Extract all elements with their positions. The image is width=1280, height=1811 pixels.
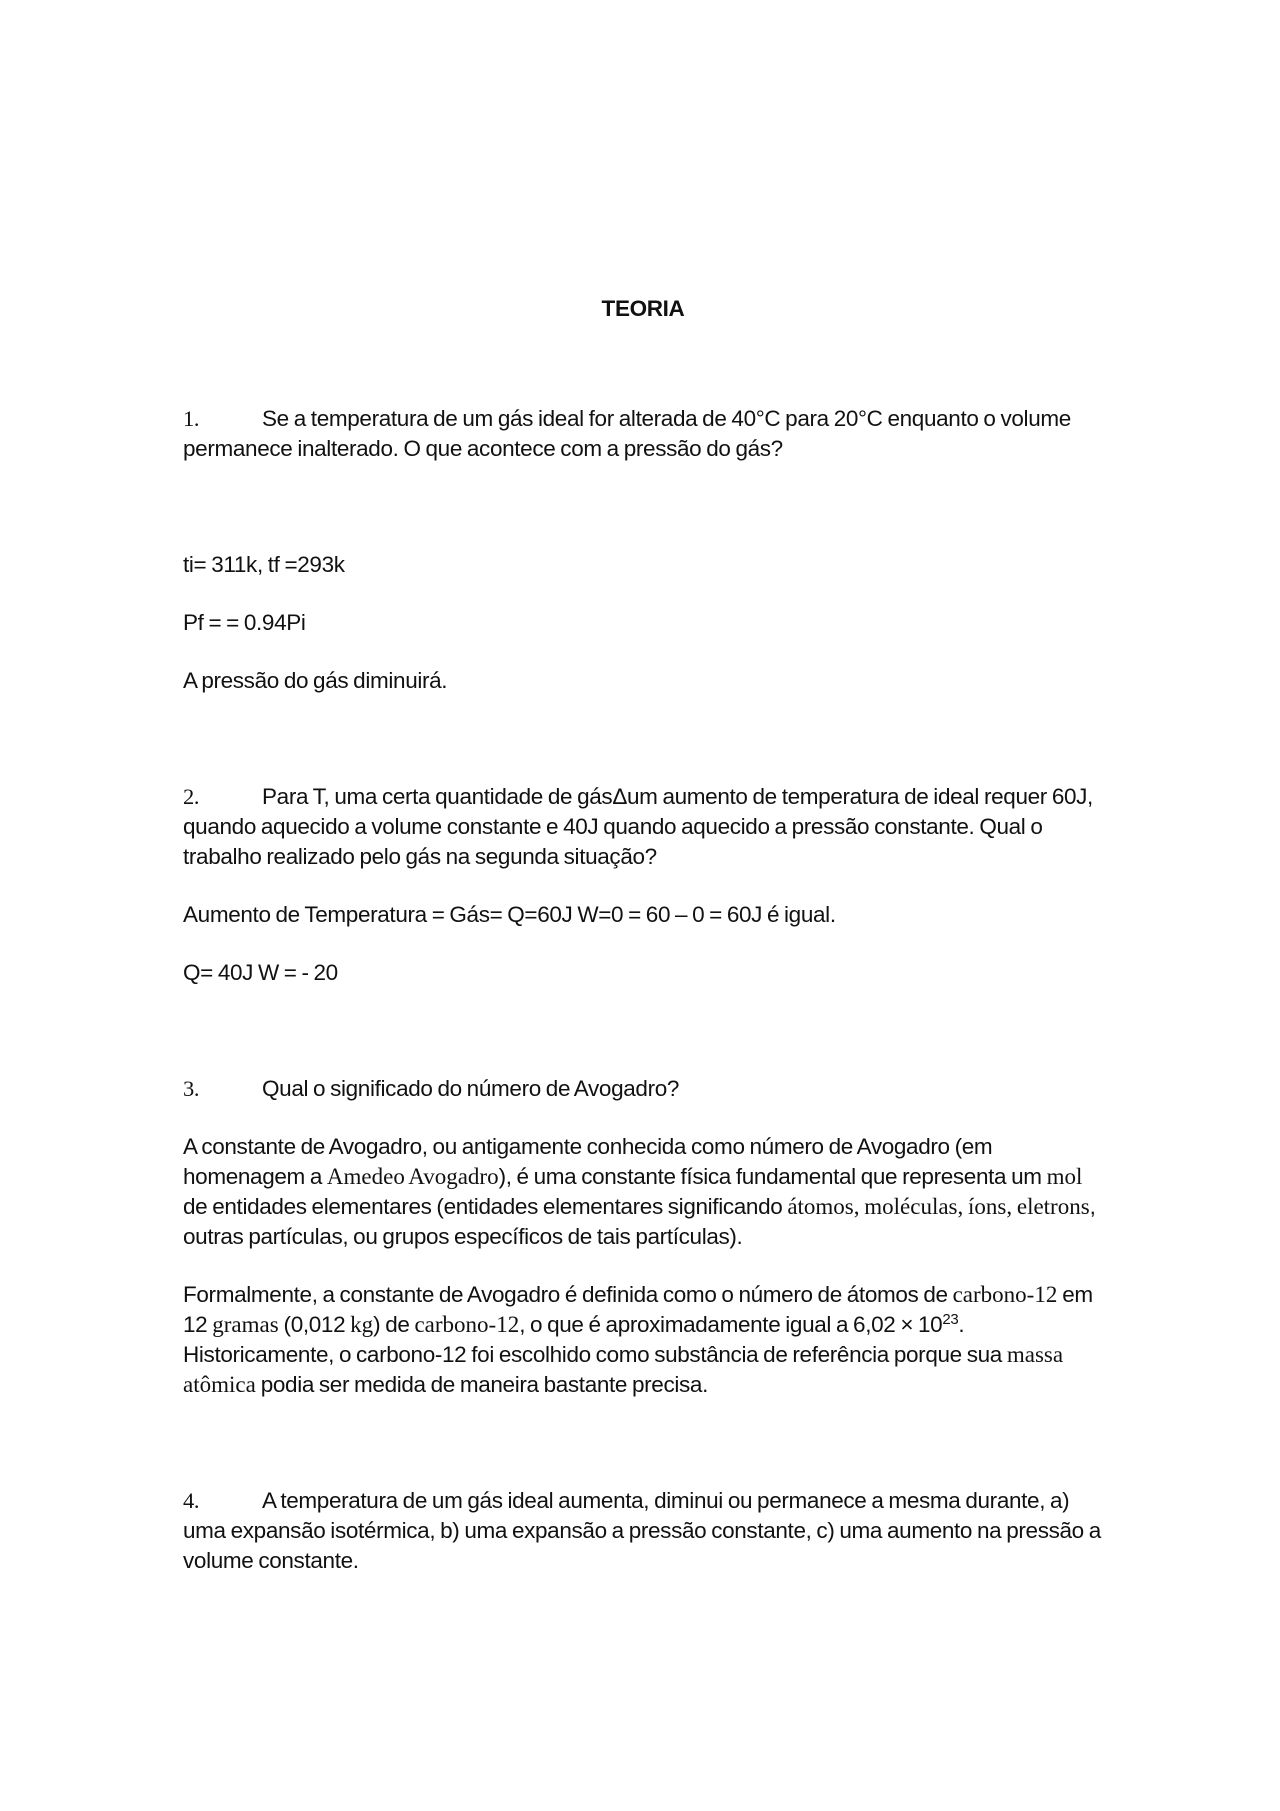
question-1-text: Se a temperatura de um gás ideal for alterada de 40°C para 20°C enquanto o volume permanece inalterado. O que acontece com a pressão do gás? bbox=[183, 406, 1071, 461]
question-2-text: Para T, uma certa quantidade de gásΔum aumento de temperatura de ideal requer 60J, quando aquecido a volume constante e 40J quando aquecido a pressão constante. Qual o trabalho realizado pelo gás na segunda situação? bbox=[183, 784, 1093, 869]
question-3-number: 3. bbox=[183, 1076, 200, 1101]
link-mol[interactable]: mol bbox=[1046, 1164, 1083, 1189]
link-ions[interactable]: íons bbox=[968, 1194, 1007, 1219]
link-atomos[interactable]: átomos bbox=[787, 1194, 854, 1219]
answer-3-paragraph-1: A constante de Avogadro, ou antigamente conhecida como número de Avogadro (em homenagem a Amedeo Avogadro), é uma constante física fundamental que representa um mol de entidades elementares (entidades elementares significando átomos, moléculas, íons, eletrons, outras partículas, ou grupos específicos de tais partículas). bbox=[183, 1134, 1096, 1249]
link-gramas[interactable]: gramas bbox=[212, 1312, 279, 1337]
answer-1-pressure: Pf = = 0.94Pi bbox=[183, 610, 306, 635]
link-kg[interactable]: kg bbox=[350, 1312, 374, 1337]
link-carbono-12[interactable]: carbono-12 bbox=[952, 1282, 1058, 1307]
question-1 bbox=[183, 404, 1103, 464]
link-eletrons[interactable]: eletrons bbox=[1016, 1194, 1090, 1219]
question-3-text: Qual o significado do número de Avogadro? bbox=[262, 1076, 680, 1101]
question-1-number: 1. bbox=[183, 406, 200, 431]
document-body bbox=[183, 294, 1103, 1576]
answer-2-line-2: Q= 40J W = - 20 bbox=[183, 960, 338, 985]
question-4-text: A temperatura de um gás ideal aumenta, diminui ou permanece a mesma durante, a) uma expansão isotérmica, b) uma expansão a pressão constante, c) uma aumento na pressão a volume constante. bbox=[183, 1488, 1101, 1573]
answer-3-paragraph-2: Formalmente, a constante de Avogadro é definida como o número de átomos de carbono-12 em 12 gramas (0,012 kg) de carbono-12, o que é aproximadamente igual a $6,02 \times 10^{23}$. Historicamente, o carbono-12 foi escolhido como substância de referência porque sua massa atômica podia ser medida de maneira bastante precisa. bbox=[183, 1282, 1093, 1397]
question-4 bbox=[183, 1486, 1103, 1576]
question-2-number: 2. bbox=[183, 784, 200, 809]
answer-2-line-1: Aumento de Temperatura = Gás= Q=60J W=0 = 60 – 0 = 60J é igual. bbox=[183, 902, 836, 927]
avogadro-exponent: 23 bbox=[942, 1311, 959, 1328]
answer-1-temperatures: ti= 311k, tf =293k bbox=[183, 552, 345, 577]
document-title: TEORIA bbox=[601, 296, 685, 321]
question-4-number: 4. bbox=[183, 1488, 200, 1513]
link-amedeo-avogadro[interactable]: Amedeo Avogadro bbox=[326, 1164, 499, 1189]
link-moleculas[interactable]: moléculas bbox=[864, 1194, 958, 1219]
link-massa-atomica[interactable]: massa atômica bbox=[183, 1342, 1064, 1397]
answer-1-conclusion: A pressão do gás diminuirá. bbox=[183, 668, 448, 693]
link-carbono-12-second[interactable]: carbono-12 bbox=[414, 1312, 520, 1337]
question-3 bbox=[183, 1074, 1103, 1104]
question-2 bbox=[183, 782, 1103, 872]
